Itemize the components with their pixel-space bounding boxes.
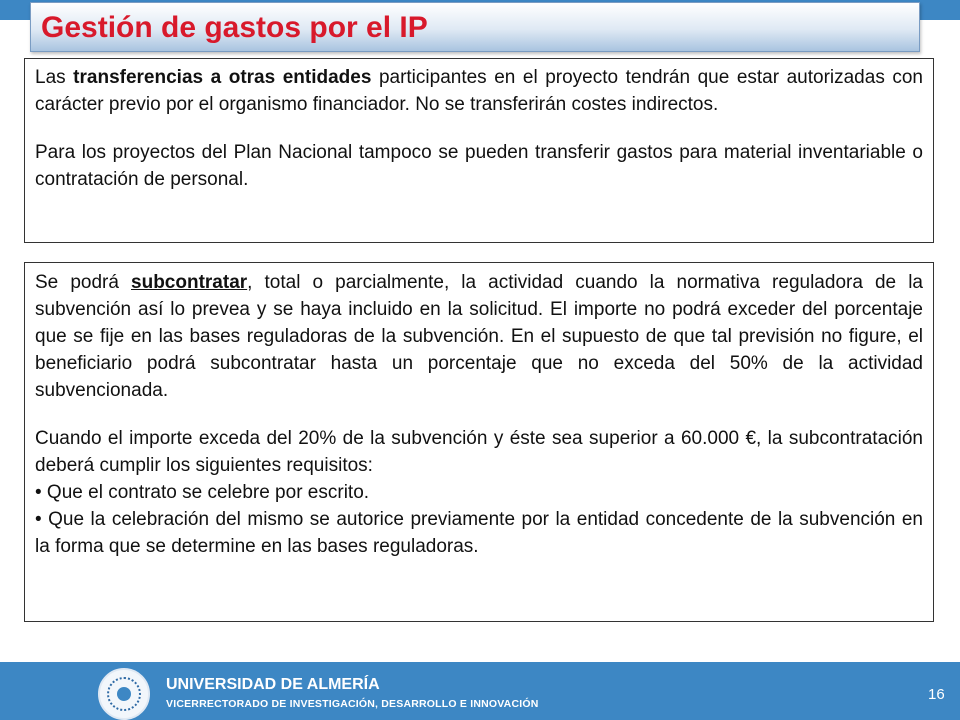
plan-nacional-paragraph: Para los proyectos del Plan Nacional tampoco se pueden transferir gastos para material inventariable o contratación de personal.: [35, 142, 923, 190]
university-seal-icon: [98, 668, 150, 720]
text-span: Las: [35, 67, 74, 88]
page-title: Gestión de gastos por el IP: [41, 11, 428, 44]
department-name: VICERRECTORADO DE INVESTIGACIÓN, DESARROLLO E INNOVACIÓN: [166, 698, 539, 710]
page-number: 16: [928, 686, 945, 703]
title-banner: [30, 2, 920, 52]
subcontract-paragraph: [35, 269, 923, 404]
text-span: , total o parcialmente, la actividad cuando la normativa reguladora de la subvención así lo prevea y se haya incluido en la solicitud. El importe no podrá exceder del porcentaje que se fije en las bases reguladoras de la subvención. En el supuesto de que tal previsión no figure, el beneficiario podrá subcontratar hasta un porcentaje que no exceda del 50% de la actividad subvencionada.: [35, 272, 923, 401]
footer-bar: [0, 662, 960, 720]
transfer-info-box: [24, 58, 934, 243]
text-span: participantes en el proyecto tendrán que estar autorizadas con carácter previo por el organismo financiador. No se transferirán costes indirectos.: [35, 67, 923, 115]
bold-phrase: transferencias a otras entidades: [73, 67, 372, 88]
transfer-paragraph: [35, 64, 923, 118]
subcontratar-link[interactable]: subcontratar: [131, 272, 248, 293]
requirements-paragraph: Cuando el importe exceda del 20% de la subvención y éste sea superior a 60.000 €, la subcontratación deberá cumplir los siguientes requisitos:: [35, 428, 923, 476]
subcontract-info-box: [24, 262, 934, 622]
university-name: UNIVERSIDAD DE ALMERÍA: [166, 676, 380, 693]
text-span: Se podrá: [35, 272, 132, 293]
bullet-item: • Que la celebración del mismo se autorice previamente por la entidad concedente de la subvención en la forma que se determine en las bases reguladoras.: [35, 509, 923, 557]
bullet-item: • Que el contrato se celebre por escrito.: [35, 482, 370, 503]
